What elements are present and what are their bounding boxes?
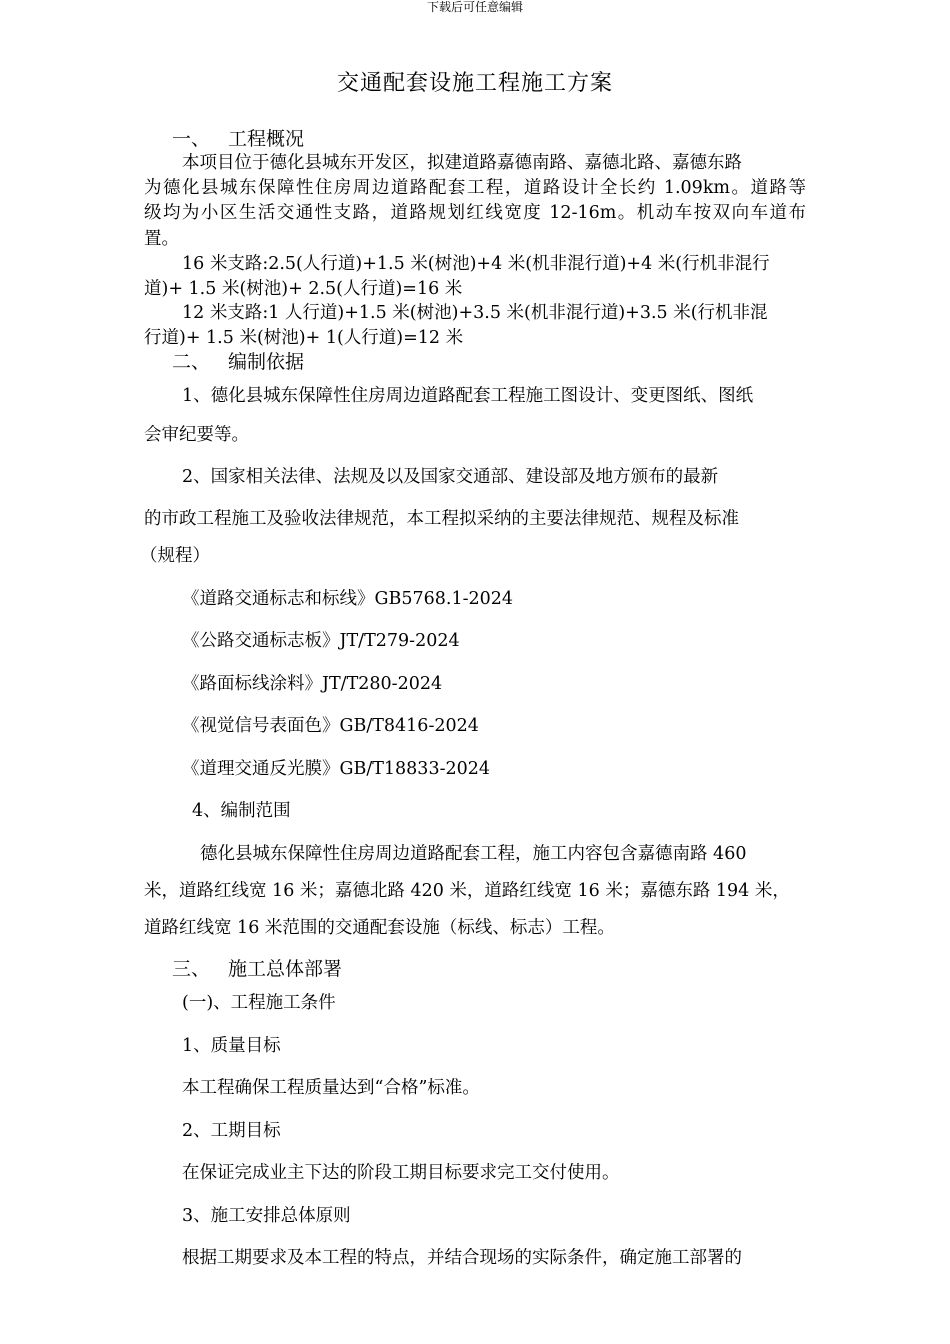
paragraph-line: 2、国家相关法律、法规及以及国家交通部、建设部及地方颁布的最新 xyxy=(182,467,719,487)
standard-item: 《公路交通标志板》JT/T279-2024 xyxy=(182,631,460,651)
section-number: 二、 xyxy=(172,351,211,373)
section-heading-2 xyxy=(172,351,842,373)
paragraph-line: 为德化县城东保障性住房周边道路配套工程，道路设计全长约 1.09km。道路等 xyxy=(144,178,806,198)
header-note: 下载后可任意编辑 xyxy=(426,0,523,14)
paragraph-line: 12 米支路:1 人行道)+1.5 米(树池)+3.5 米(机非混行道)+3.5 米(行机非混 xyxy=(182,303,768,323)
paragraph-line: 会审纪要等。 xyxy=(144,425,249,445)
item-title: 2、工期目标 xyxy=(182,1121,281,1141)
document-title: 交通配套设施工程施工方案 xyxy=(336,71,613,96)
section-heading-1 xyxy=(172,128,842,150)
paragraph-line: （规程） xyxy=(140,546,210,566)
paragraph-line: 级均为小区生活交通性支路，道路规划红线宽度 12-16m。机动车按双向车道布 xyxy=(144,203,806,223)
paragraph-line: 道)+ 1.5 米(树池)+ 2.5(人行道)=16 米 xyxy=(144,279,463,299)
paragraph-line: 根据工期要求及本工程的特点，并结合现场的实际条件，确定施工部署的 xyxy=(182,1248,742,1268)
section-number: 一、 xyxy=(172,128,211,150)
section-title: 工程概况 xyxy=(228,128,305,150)
paragraph-line: 行道)+ 1.5 米(树池)+ 1(人行道)=12 米 xyxy=(144,328,464,348)
section-heading-3 xyxy=(172,958,842,980)
standard-item: 《道理交通反光膜》GB/T18833-2024 xyxy=(182,759,491,779)
section-title: 编制依据 xyxy=(228,351,305,373)
subsection-title: 4、编制范围 xyxy=(192,801,291,821)
paragraph-line: 在保证完成业主下达的阶段工期目标要求完工交付使用。 xyxy=(182,1163,620,1183)
standard-item: 《视觉信号表面色》GB/T8416-2024 xyxy=(182,716,479,736)
paragraph-line: 道路红线宽 16 米范围的交通配套设施（标线、标志）工程。 xyxy=(144,918,615,938)
paragraph-line: 16 米支路:2.5(人行道)+1.5 米(树池)+4 米(机非混行道)+4 米(行机非混行 xyxy=(182,254,770,274)
paragraph-line: 本项目位于德化县城东开发区，拟建道路嘉德南路、嘉德北路、嘉德东路 xyxy=(182,153,742,173)
standard-item: 《路面标线涂料》JT/T280-2024 xyxy=(182,674,443,694)
paragraph-line: 米，道路红线宽 16 米；嘉德北路 420 米，道路红线宽 16 米；嘉德东路 194 米， xyxy=(144,881,790,901)
standard-item: 《道路交通标志和标线》GB5768.1-2024 xyxy=(182,589,514,609)
paragraph-line: 置。 xyxy=(144,229,179,249)
item-title: 3、施工安排总体原则 xyxy=(182,1206,351,1226)
section-title: 施工总体部署 xyxy=(228,958,343,980)
paragraph-line: 本工程确保工程质量达到“合格”标准。 xyxy=(182,1078,480,1098)
section-number: 三、 xyxy=(172,958,211,980)
item-title: 1、质量目标 xyxy=(182,1036,281,1056)
paragraph-line: 德化县城东保障性住房周边道路配套工程，施工内容包含嘉德南路 460 xyxy=(200,844,747,864)
subsection-title: (一)、工程施工条件 xyxy=(182,993,336,1013)
paragraph-line: 的市政工程施工及验收法律规范，本工程拟采纳的主要法律规范、规程及标准 xyxy=(144,509,739,529)
paragraph-line: 1、德化县城东保障性住房周边道路配套工程施工图设计、变更图纸、图纸 xyxy=(182,386,754,406)
